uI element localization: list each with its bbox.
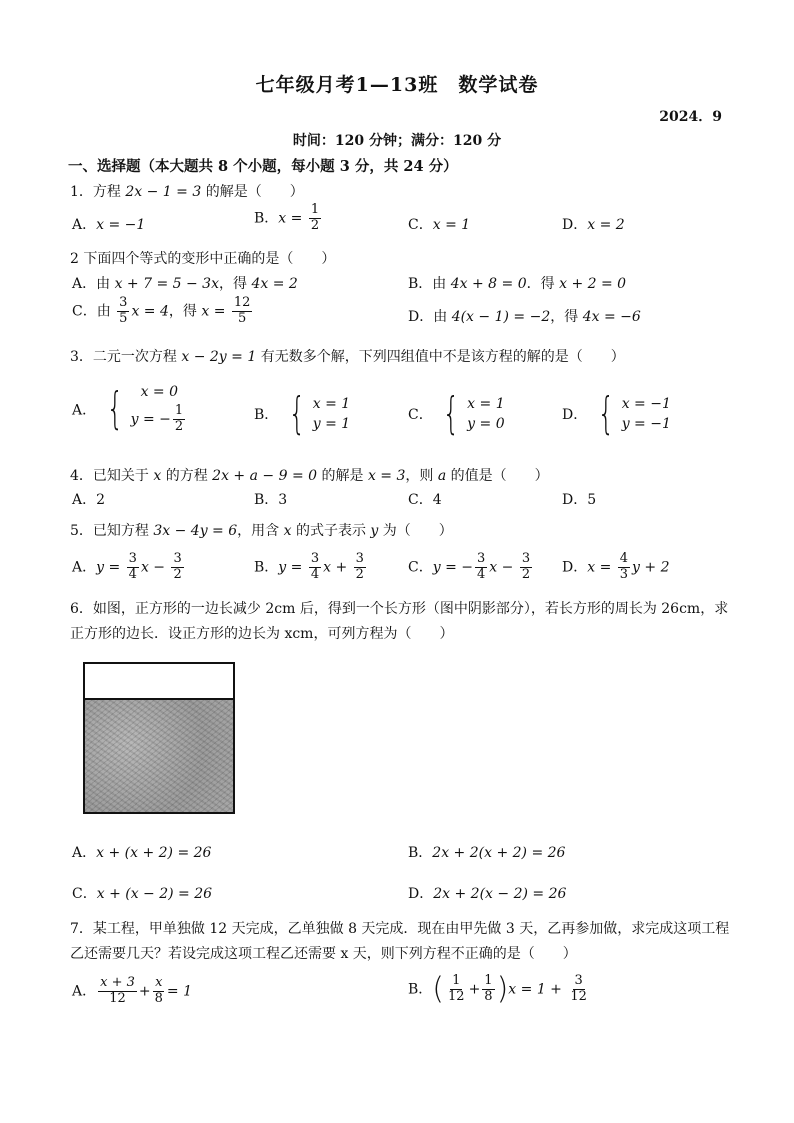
q4-option-a[interactable]: A．2: [72, 492, 106, 508]
q3-option-d[interactable]: D． { x = −1 y = −1: [562, 388, 671, 439]
time-info: 时间：120 分钟；满分：120 分: [292, 133, 502, 149]
q1-option-a[interactable]: A．x = −1: [72, 217, 146, 233]
question-6-stem-line1: 6．如图，正方形的一边长减少 2cm 后，得到一个长方形（图中阴影部分），若长方形的周长为 26cm，求: [70, 601, 729, 617]
q3-option-a[interactable]: A． { x = 0 y = − $\frac{1}{2}$: [72, 383, 184, 435]
question-7-stem-line1: 7．某工程，甲单独做 12 天完成，乙单独做 8 天完成．现在由甲先做 3 天，乙再参加做，求完成这项工程: [70, 921, 730, 937]
q4-option-b[interactable]: B．3: [254, 492, 288, 508]
q2-option-b[interactable]: B．由 4x + 8 = 0．得 x + 2 = 0: [408, 276, 627, 292]
q6-option-a[interactable]: A．x + (x + 2) = 26: [72, 845, 212, 861]
q7-option-b[interactable]: B．( $\frac{1}{12}$ + $\frac{1}{8}$ )x = 1 + $\frac{3}{12}$: [408, 971, 587, 1007]
q5-option-c[interactable]: C．y = − $\frac{3}{4}$ x − $\frac{3}{2}$: [408, 551, 531, 582]
q1-option-c[interactable]: C．x = 1: [408, 217, 471, 233]
q6-option-d[interactable]: D．2x + 2(x − 2) = 26: [408, 886, 567, 902]
q2-option-a[interactable]: A．由 x + 7 = 5 − 3x，得 4x = 2: [72, 276, 298, 292]
q1-option-d[interactable]: D．x = 2: [562, 217, 625, 233]
square-figure: [83, 662, 235, 814]
q2-option-d[interactable]: D．由 4(x − 1) = −2，得 4x = −6: [408, 309, 641, 325]
exam-date: 2024．9: [659, 109, 722, 125]
question-4-stem: 4．已知关于 x 的方程 2x + a − 9 = 0 的解是 x = 3，则 a 的值是（ ）: [70, 468, 549, 484]
q6-option-b[interactable]: B．2x + 2(x + 2) = 26: [408, 845, 566, 861]
question-2-stem: 2 下面四个等式的变形中正确的是（ ）: [70, 251, 336, 267]
question-1-stem: 1．方程 2x − 1 = 3 的解是（ ）: [70, 184, 304, 200]
q6-option-c[interactable]: C．x + (x − 2) = 26: [72, 886, 213, 902]
q1-option-b[interactable]: B．x = $\frac{1}{2}$: [254, 202, 320, 233]
exam-title: 七年级月考1—13班 数学试卷: [255, 74, 539, 96]
q5-option-a[interactable]: A．y = $\frac{3}{4}$ x − $\frac{3}{2}$: [72, 551, 182, 582]
q3-option-c[interactable]: C． { x = 1 y = 0: [408, 388, 505, 439]
q2-option-c[interactable]: C．由 $\frac{3}{5}$ x = 4，得 x = $\frac{12}{5}$: [72, 295, 251, 326]
question-6-stem-line2: 正方形的边长．设正方形的边长为 xcm，可列方程为（ ）: [70, 626, 454, 642]
question-7-stem-line2: 乙还需要几天？若设完成这项工程乙还需要 x 天，则下列方程不正确的是（ ）: [70, 946, 577, 962]
q7-option-a[interactable]: A． $\frac{x + 3}{12}$ + $\frac{x}{8}$ = 1: [72, 975, 192, 1006]
question-3-stem: 3．二元一次方程 x − 2y = 1 有无数多个解，下列四组值中不是该方程的解的是（ ）: [70, 349, 625, 365]
q5-option-b[interactable]: B．y = $\frac{3}{4}$ x + $\frac{3}{2}$: [254, 551, 364, 582]
section-heading: 一、选择题（本大题共 8 个小题，每小题 3 分，共 24 分）: [68, 158, 458, 175]
q5-option-d[interactable]: D．x = $\frac{4}{3}$ y + 2: [562, 551, 670, 582]
shaded-rectangle: [85, 698, 233, 812]
q4-option-c[interactable]: C．4: [408, 492, 442, 508]
q3-option-b[interactable]: B． { x = 1 y = 1: [254, 388, 351, 439]
q4-option-d[interactable]: D．5: [562, 492, 597, 508]
question-5-stem: 5．已知方程 3x − 4y = 6，用含 x 的式子表示 y 为（ ）: [70, 523, 453, 539]
